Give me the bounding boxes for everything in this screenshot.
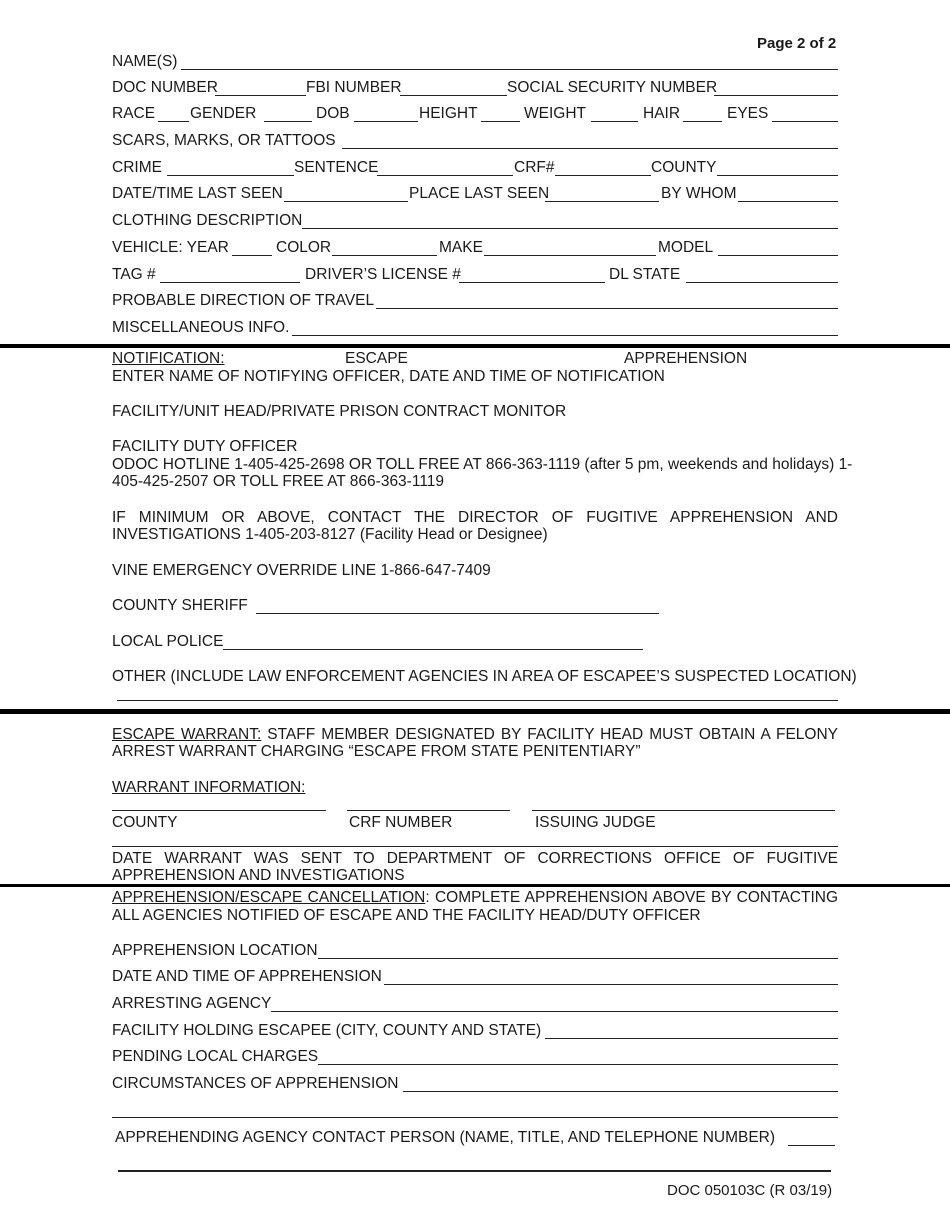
vine-line: VINE EMERGENCY OVERRIDE LINE 1-866-647-7409: [112, 562, 491, 579]
county-field[interactable]: [717, 175, 838, 176]
cancellation-text-line2: ALL AGENCIES NOTIFIED OF ESCAPE AND THE FACILITY HEAD/DUTY OFFICER: [112, 907, 701, 924]
by-whom-field[interactable]: [738, 201, 838, 202]
eyes-label: EYES: [727, 105, 769, 122]
warrant-paragraph-line1: [112, 726, 838, 743]
date-warrant-sent-field[interactable]: [112, 846, 838, 847]
apprehension-datetime-label: DATE AND TIME OF APPREHENSION: [112, 968, 382, 985]
tag-label: TAG #: [112, 266, 156, 283]
circumstances-label: CIRCUMSTANCES OF APPREHENSION: [112, 1075, 399, 1092]
dob-field[interactable]: [354, 121, 418, 122]
cancellation-heading: APPREHENSION/ESCAPE CANCELLATION: [112, 889, 426, 906]
crf-field[interactable]: [555, 175, 651, 176]
fbi-number-field[interactable]: [400, 95, 507, 96]
section-divider: [0, 709, 950, 714]
facility-holding-field[interactable]: [545, 1038, 838, 1039]
arresting-agency-field[interactable]: [271, 1011, 838, 1012]
date-last-seen-label: DATE/TIME LAST SEEN: [112, 185, 283, 202]
circumstances-field-line2[interactable]: [112, 1117, 838, 1118]
sentence-label: SENTENCE: [294, 159, 379, 176]
warrant-text-line1: STAFF MEMBER DESIGNATED BY FACILITY HEAD MUST OBTAIN A FELONY: [267, 726, 839, 743]
eyes-field[interactable]: [772, 121, 838, 122]
hotline-text-line2: 405-425-2507 OR TOLL FREE AT 866-363-1119: [112, 473, 445, 490]
contact-person-label: APPREHENDING AGENCY CONTACT PERSON (NAME, TITLE, AND TELEPHONE NUMBER): [115, 1129, 776, 1146]
make-field[interactable]: [484, 255, 656, 256]
sentence-field[interactable]: [377, 175, 513, 176]
warrant-crf-label: CRF NUMBER: [349, 814, 453, 831]
make-label: MAKE: [439, 239, 483, 256]
doc-number-field[interactable]: [215, 95, 306, 96]
direction-label: PROBABLE DIRECTION OF TRAVEL: [112, 292, 375, 309]
dl-state-label: DL STATE: [609, 266, 681, 283]
contact-person-field-line2[interactable]: [118, 1170, 831, 1172]
race-field[interactable]: [158, 121, 189, 122]
dob-label: DOB: [316, 105, 350, 122]
other-agencies-label: OTHER (INCLUDE LAW ENFORCEMENT AGENCIES IN AREA OF ESCAPEE’S SUSPECTED LOCATION): [112, 668, 857, 685]
fbi-number-label: FBI NUMBER: [306, 79, 402, 96]
ssn-field[interactable]: [714, 95, 838, 96]
county-sheriff-label: COUNTY SHERIFF: [112, 597, 248, 614]
model-field[interactable]: [718, 255, 838, 256]
hair-field[interactable]: [683, 121, 722, 122]
ssn-label: SOCIAL SECURITY NUMBER: [507, 79, 718, 96]
notification-instruction: ENTER NAME OF NOTIFYING OFFICER, DATE AND TIME OF NOTIFICATION: [112, 368, 665, 385]
height-label: HEIGHT: [419, 105, 478, 122]
apprehension-datetime-field[interactable]: [384, 984, 838, 985]
date-warrant-sent-line2: APPREHENSION AND INVESTIGATIONS: [112, 867, 405, 884]
weight-field[interactable]: [591, 121, 638, 122]
pending-charges-label: PENDING LOCAL CHARGES: [112, 1048, 319, 1065]
vehicle-year-field[interactable]: [232, 255, 272, 256]
warrant-judge-field[interactable]: [532, 810, 835, 811]
crime-label: CRIME: [112, 159, 162, 176]
names-label: NAME(S): [112, 53, 178, 70]
apprehension-label: APPREHENSION: [624, 350, 748, 367]
county-sheriff-field[interactable]: [256, 613, 659, 614]
local-police-field[interactable]: [223, 649, 643, 650]
tag-field[interactable]: [160, 282, 300, 283]
gender-field[interactable]: [264, 121, 312, 122]
minimum-text-line1: IF MINIMUM OR ABOVE, CONTACT THE DIRECTOR OF FUGITIVE APPREHENSION AND: [112, 509, 838, 526]
apprehension-location-label: APPREHENSION LOCATION: [112, 942, 318, 959]
warrant-crf-field[interactable]: [347, 810, 510, 811]
crf-label: CRF#: [514, 159, 555, 176]
color-field[interactable]: [332, 255, 437, 256]
warrant-county-label: COUNTY: [112, 814, 178, 831]
place-last-seen-field[interactable]: [545, 201, 659, 202]
cancellation-paragraph-line1: [112, 889, 838, 906]
model-label: MODEL: [658, 239, 714, 256]
cancellation-text-line1: : COMPLETE APPREHENSION ABOVE BY CONTACTING: [425, 889, 838, 906]
color-label: COLOR: [276, 239, 332, 256]
notification-heading: NOTIFICATION:: [112, 350, 225, 367]
date-last-seen-field[interactable]: [284, 201, 408, 202]
place-last-seen-label: PLACE LAST SEEN: [409, 185, 550, 202]
escape-label: ESCAPE: [345, 350, 408, 367]
drivers-license-field[interactable]: [459, 282, 605, 283]
local-police-label: LOCAL POLICE: [112, 633, 224, 650]
hair-label: HAIR: [643, 105, 681, 122]
apprehension-location-field[interactable]: [318, 958, 838, 959]
race-label: RACE: [112, 105, 156, 122]
misc-field[interactable]: [292, 335, 838, 336]
drivers-license-label: DRIVER’S LICENSE #: [305, 266, 461, 283]
vehicle-year-label: VEHICLE: YEAR: [112, 239, 229, 256]
gender-label: GENDER: [190, 105, 257, 122]
warrant-county-field[interactable]: [112, 810, 326, 811]
duty-officer-label: FACILITY DUTY OFFICER: [112, 438, 298, 455]
dl-state-field[interactable]: [686, 282, 838, 283]
other-agencies-field[interactable]: [117, 700, 838, 701]
clothing-label: CLOTHING DESCRIPTION: [112, 212, 303, 229]
warrant-judge-label: ISSUING JUDGE: [535, 814, 656, 831]
warrant-text-line2: ARREST WARRANT CHARGING “ESCAPE FROM STATE PENITENTIARY”: [112, 743, 641, 760]
facility-holding-label: FACILITY HOLDING ESCAPEE (CITY, COUNTY AND STATE): [112, 1022, 542, 1039]
scars-label: SCARS, MARKS, OR TATTOOS: [112, 132, 336, 149]
doc-number-label: DOC NUMBER: [112, 79, 218, 96]
county-label: COUNTY: [651, 159, 717, 176]
page-number: Page 2 of 2: [757, 35, 837, 52]
by-whom-label: BY WHOM: [661, 185, 737, 202]
form-number: DOC 050103C (R 03/19): [667, 1182, 833, 1199]
weight-label: WEIGHT: [524, 105, 586, 122]
height-field[interactable]: [481, 121, 520, 122]
contact-person-field[interactable]: [788, 1145, 835, 1146]
circumstances-field[interactable]: [403, 1091, 838, 1092]
date-warrant-sent-line1: DATE WARRANT WAS SENT TO DEPARTMENT OF CORRECTIONS OFFICE OF FUGITIVE: [112, 850, 838, 867]
section-divider: [0, 884, 950, 887]
pending-charges-field[interactable]: [318, 1064, 838, 1065]
names-field[interactable]: [181, 69, 838, 70]
clothing-field[interactable]: [302, 228, 838, 229]
warrant-info-heading: WARRANT INFORMATION:: [112, 779, 306, 796]
misc-label: MISCELLANEOUS INFO.: [112, 319, 290, 336]
arresting-agency-label: ARRESTING AGENCY: [112, 995, 272, 1012]
crime-field[interactable]: [167, 175, 294, 176]
direction-field[interactable]: [376, 308, 838, 309]
minimum-text-line2: INVESTIGATIONS 1-405-203-8127 (Facility Head or Designee): [112, 526, 548, 543]
warrant-heading: ESCAPE WARRANT:: [112, 726, 262, 743]
scars-field[interactable]: [342, 148, 838, 149]
hotline-text-line1: ODOC HOTLINE 1-405-425-2698 OR TOLL FREE AT 866-363-1119 (after 5 pm, weekends and holidays) 1-: [112, 456, 853, 473]
section-divider: [0, 344, 950, 348]
facility-head-label: FACILITY/UNIT HEAD/PRIVATE PRISON CONTRACT MONITOR: [112, 403, 567, 420]
